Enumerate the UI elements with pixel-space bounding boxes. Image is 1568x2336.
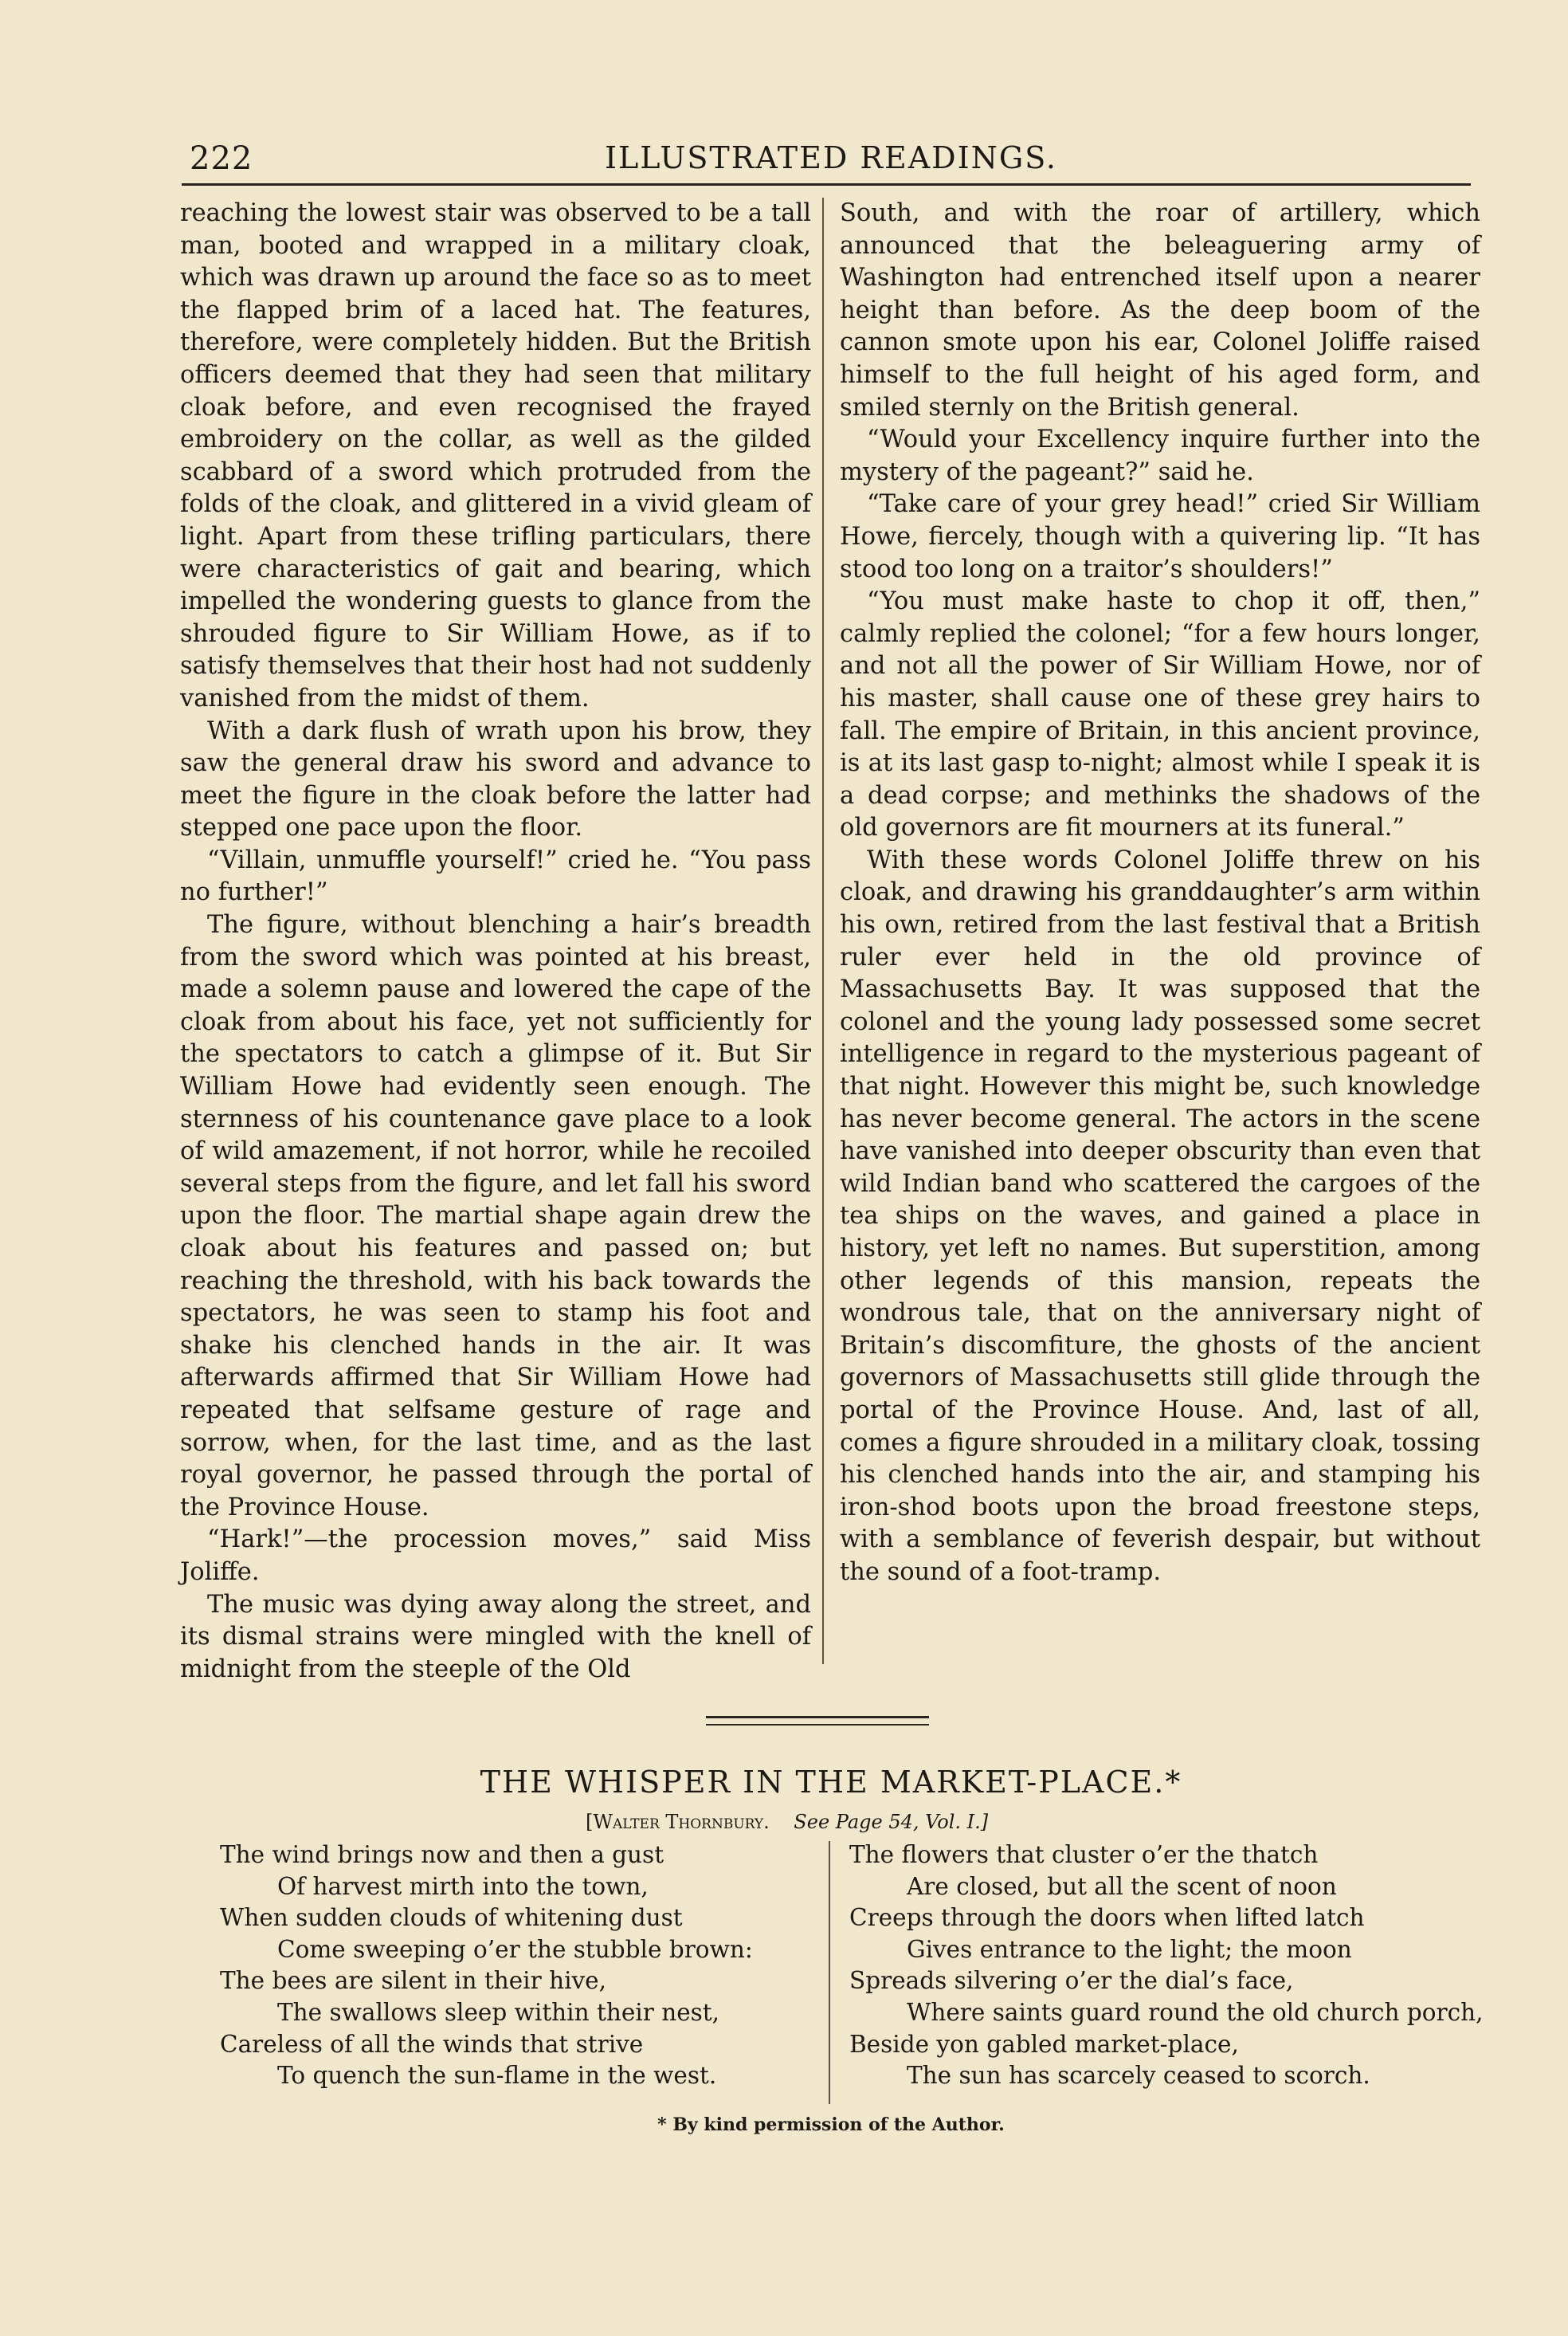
poem-stanza-right	[849, 1839, 1487, 2092]
right-column	[840, 198, 1480, 1589]
paragraph: South, and with the roar of artillery, which announced that the beleaguering army of Washington had entrenched itself upon a nearer height than before. As the deep boom of the cannon smote upon his ear, Colonel Joliffe raised himself to the full height of his aged form, and smiled sternly on the British general.	[840, 199, 1480, 422]
section-divider	[706, 1716, 929, 1718]
poem-column-divider	[829, 1841, 830, 2104]
section-divider	[706, 1724, 929, 1725]
poem-line: When sudden clouds of whitening dust	[220, 1904, 683, 1932]
header-rule	[182, 183, 1471, 186]
poem-author: [Walter Thornbury.	[586, 1811, 770, 1833]
poem-line: Creeps through the doors when lifted latch	[849, 1904, 1365, 1932]
poem-line: The wind brings now and then a gust	[220, 1841, 664, 1868]
page-number: 222	[190, 140, 253, 177]
poem-title: THE WHISPER IN THE MARKET-PLACE.*	[480, 1765, 1182, 1800]
running-title: ILLUSTRATED READINGS.	[604, 140, 1058, 175]
poem-line: To quench the sun-flame in the west.	[277, 2062, 717, 2090]
poem-line: Come sweeping o’er the stubble brown:	[277, 1935, 753, 1963]
poem-line: The sun has scarcely ceased to scorch.	[907, 2062, 1370, 2090]
poem-line: Gives entrance to the light; the moon	[907, 1935, 1352, 1963]
poem-stanza-left	[220, 1839, 825, 2092]
poem-line: Careless of all the winds that strive	[220, 2030, 644, 2058]
left-column	[180, 198, 811, 1686]
poem-line: The flowers that cluster o’er the thatch	[849, 1841, 1319, 1868]
poem-line: Where saints guard round the old church porch,	[907, 1998, 1484, 2026]
poem-line: Beside yon gabled market-place,	[849, 2030, 1239, 2058]
poem-reference: See Page 54, Vol. I.]	[794, 1811, 989, 1833]
paragraph: “Take care of your grey head!” cried Sir William Howe, fiercely, though with a quivering lip. “It has stood too long on a traitor’s shoulders!”	[840, 490, 1480, 583]
poem-line: Of harvest mirth into the town,	[277, 1872, 649, 1900]
paragraph: reaching the lowest stair was observed to be a tall man, booted and wrapped in a military cloak, which was drawn up around the face so as to meet the flapped brim of a laced hat. The features, therefore, were completely hidden. But the British officers deemed that they had seen that military cloak before, and even recognised the frayed embroidery on the collar, as well as the gilded scabbard of a sword which protruded from the folds of the cloak, and glittered in a vivid gleam of light. Apart from these trifling particulars, there were characteristics of gait and bearing, which impelled the wondering guests to glance from the shrouded figure to Sir William Howe, as if to satisfy themselves that their host had not suddenly vanished from the midst of them.	[180, 199, 811, 713]
page-header	[190, 140, 1472, 185]
poem-line: The swallows sleep within their nest,	[277, 1998, 720, 2026]
column-divider	[822, 198, 824, 1664]
paragraph: With a dark flush of wrath upon his brow, they saw the general draw his sword and advance to meet the figure in the cloak before the latter had stepped one pace upon the floor.	[180, 717, 811, 842]
paragraph: “Villain, unmuffle yourself!” cried he. “You pass no further!”	[180, 846, 811, 907]
paragraph: “You must make haste to chop it off, then,” calmly replied the colonel; “for a few hours longer, and not all the power of Sir William Howe, nor of his master, shall cause one of these grey hairs to fall. The empire of Britain, in this ancient province, is at its last gasp to-night; almost while I speak it is a dead corpse; and methinks the shadows of the old governors are fit mourners at its funeral.”	[840, 587, 1480, 842]
poem-line: The bees are silent in their hive,	[220, 1967, 607, 1995]
poem-source	[586, 1811, 988, 1833]
poem-line: Spreads silvering o’er the dial’s face,	[849, 1967, 1294, 1995]
paragraph: The figure, without blenching a hair’s breadth from the sword which was pointed at his breast, made a solemn pause and lowered the cape of the cloak from about his face, yet not sufficiently for the spectators to catch a glimpse of it. But Sir William Howe had evidently seen enough. The sternness of his countenance gave place to a look of wild amazement, if not horror, while he recoiled several steps from the figure, and let fall his sword upon the floor. The martial shape again drew the cloak about his features and passed on; but reaching the threshold, with his back towards the spectators, he was seen to stamp his foot and shake his clenched hands in the air. It was afterwards affirmed that Sir William Howe had repeated that selfsame gesture of rage and sorrow, when, for the last time, and as the last royal governor, he passed through the portal of the Province House.	[180, 911, 811, 1521]
paragraph: The music was dying away along the street, and its dismal strains were mingled with the knell of midnight from the steeple of the Old	[180, 1590, 811, 1683]
poem-line: Are closed, but all the scent of noon	[907, 1872, 1337, 1900]
paragraph: “Would your Excellency inquire further into the mystery of the pageant?” said he.	[840, 426, 1480, 486]
paragraph: “Hark!”—the procession moves,” said Miss Joliffe.	[180, 1525, 811, 1586]
paragraph: With these words Colonel Joliffe threw on his cloak, and drawing his granddaughter’s arm within his own, retired from the last festival that a British ruler ever held in the old province of Massachusetts Bay. It was supposed that the colonel and the young lady possessed some secret intelligence in regard to the mysterious pageant of that night. However this might be, such knowledge has never become general. The actors in the scene have vanished into deeper obscurity than even that wild Indian band who scattered the cargoes of the tea ships on the waves, and gained a place in history, yet left no names. But superstition, among other legends of this mansion, repeats the wondrous tale, that on the anniversary night of Britain’s discomfiture, the ghosts of the ancient governors of Massachusetts still glide through the portal of the Province House. And, last of all, comes a figure shrouded in a military cloak, tossing his clenched hands into the air, and stamping his iron-shod boots upon the broad freestone steps, with a semblance of feverish despair, but without the sound of a foot-tramp.	[840, 846, 1480, 1586]
footnote: * By kind permission of the Author.	[657, 2114, 1005, 2135]
